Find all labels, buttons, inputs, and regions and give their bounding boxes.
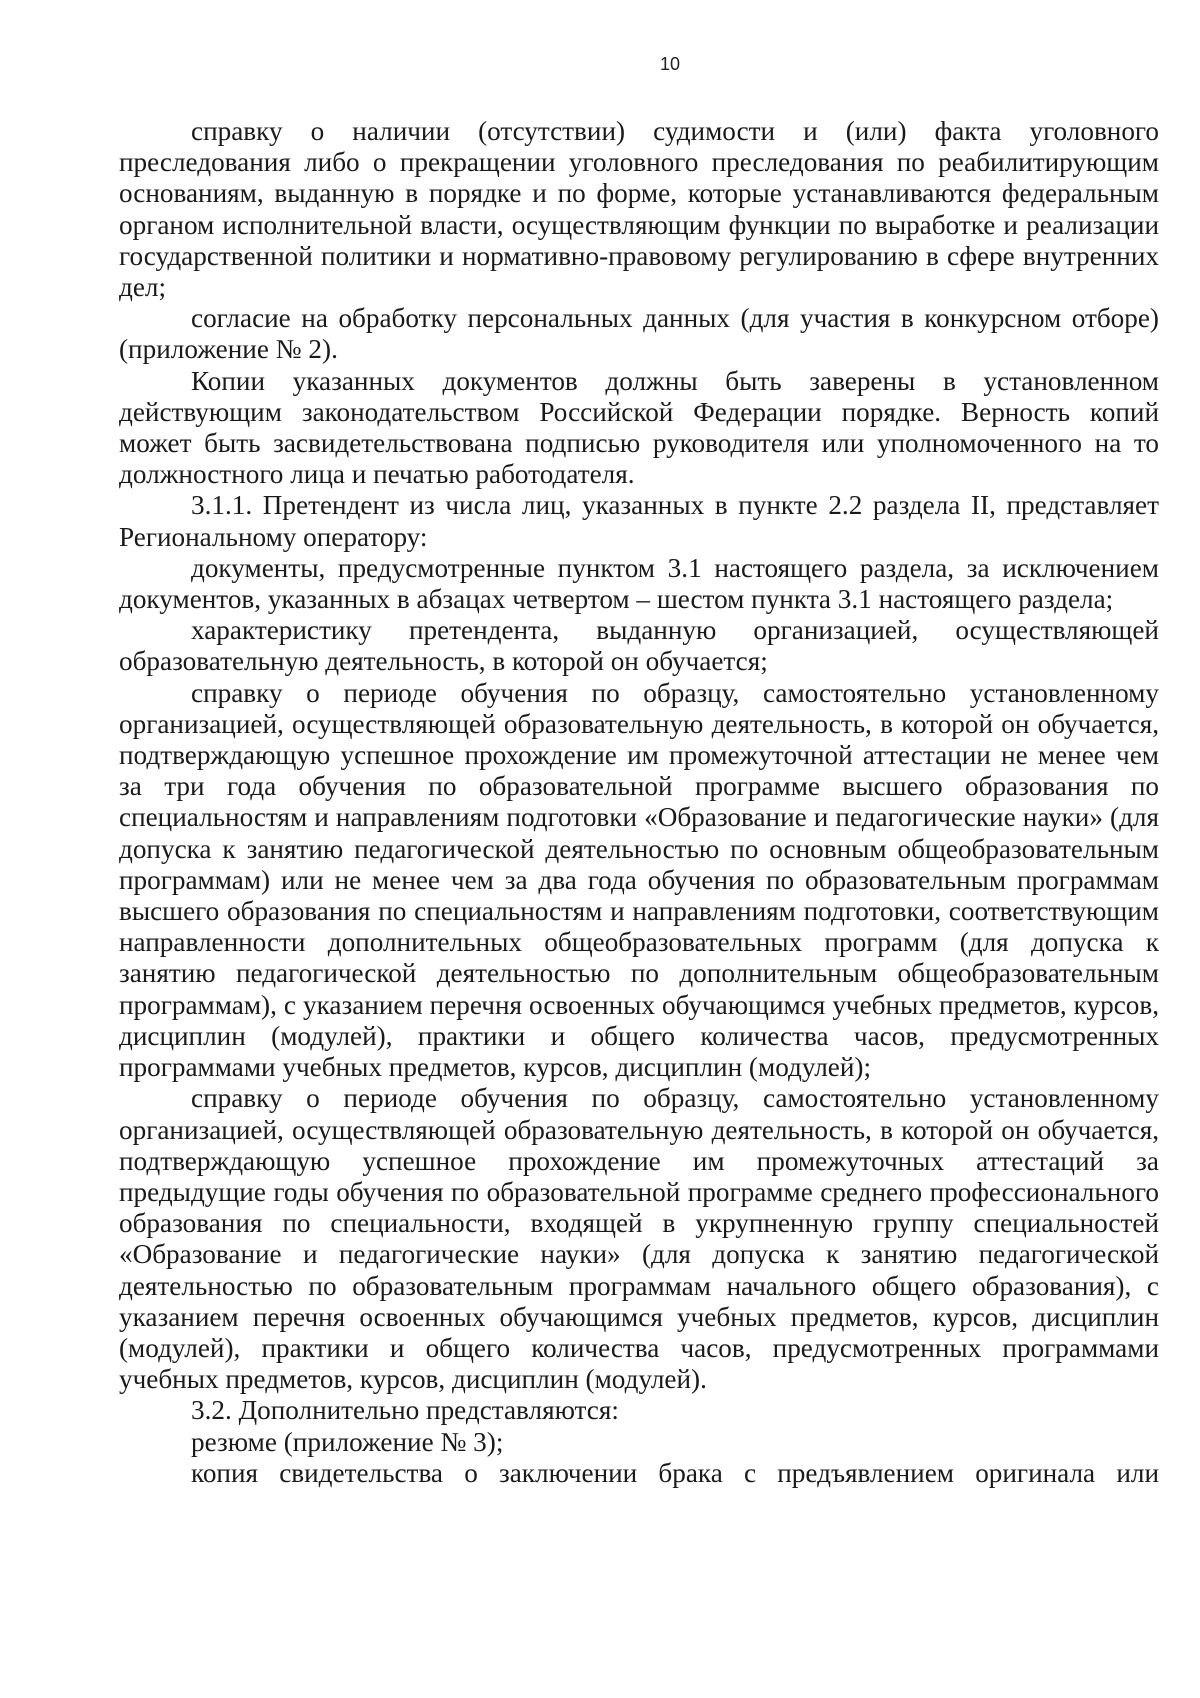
page-number: 10 [659,54,681,74]
paragraph-resume: резюме (приложение № 3); [191,1426,504,1457]
paragraph-criminal-record-certificate: справку о наличии (отсутствии) судимости и (или) факта уголовного преследования либо о прекращении уголовного преследования по реабилитирующим основаниям, выданную в порядке и по форме, которые устанавливаются федеральным органом исполнительной власти, осуществляющим функции по выработке и реализации государственной политики и нормативно-правовому регулированию в сфере внутренних дел; [119,116,1159,303]
paragraph-clause-3-2: 3.2. Дополнительно представляются: [191,1395,619,1426]
paragraph-higher-education-certificate: справку о периоде обучения по образцу, самостоятельно установленному организацией, осуществляющей образовательную деятельность, в которой он обучается, подтверждающую успешное прохождение им промежуточной аттестации не менее чем за три года обучения по образовательной программе высшего образования по специальностям и направлениям подготовки «Образование и педагогические науки» (для допуска к занятию педагогической деятельностью по основным общеобразовательным программам) или не менее чем за два года обучения по образовательным программам высшего образования по специальностям и направлениям подготовки, соответствующим направленности дополнительных общеобразовательных программ (для допуска к занятию педагогической деятельностью по дополнительным общеобразовательным программам), с указанием перечня освоенных обучающимся учебных предметов, курсов, дисциплин (модулей), практики и общего количества часов, предусмотренных программами учебных предметов, курсов, дисциплин (модулей); [119,677,1159,1083]
paragraph-clause-3-1-1: 3.1.1. Претендент из числа лиц, указанных в пункте 2.2 раздела II, представляет Региональному оператору: [119,490,1159,552]
paragraph-personal-data-consent: согласие на обработку персональных данных (для участия в конкурсном отборе) (приложение № 2). [119,303,1159,365]
paragraph-marriage-certificate: копия свидетельства о заключении брака с предъявлением оригинала или [191,1457,1159,1488]
paragraph-copies-certification: Копии указанных документов должны быть заверены в установленном действующим законодательством Российской Федерации порядке. Верность копий может быть засвидетельствована подписью руководителя или уполномоченного на то должностного лица и печатью работодателя. [119,365,1159,490]
document-body [119,116,1159,1489]
paragraph-documents-clause-3-1: документы, предусмотренные пунктом 3.1 настоящего раздела, за исключением документов, указанных в абзацах четвертом – шестом пункта 3.1 настоящего раздела; [119,552,1159,615]
paragraph-vocational-education-certificate: справку о периоде обучения по образцу, самостоятельно установленному организацией, осуществляющей образовательную деятельность, в которой он обучается, подтверждающую успешное прохождение им промежуточных аттестаций за предыдущие годы обучения по образовательной программе среднего профессионального образования по специальности, входящей в укрупненную группу специальностей «Образование и педагогические науки» (для допуска к занятию педагогической деятельностью по образовательным программам начального общего образования), с указанием перечня освоенных обучающимся учебных предметов, курсов, дисциплин (модулей), практики и общего количества часов, предусмотренных программами учебных предметов, курсов, дисциплин (модулей). [119,1083,1159,1395]
paragraph-candidate-reference: характеристику претендента, выданную организацией, осуществляющей образовательную деятельность, в которой он обучается; [119,615,1159,677]
